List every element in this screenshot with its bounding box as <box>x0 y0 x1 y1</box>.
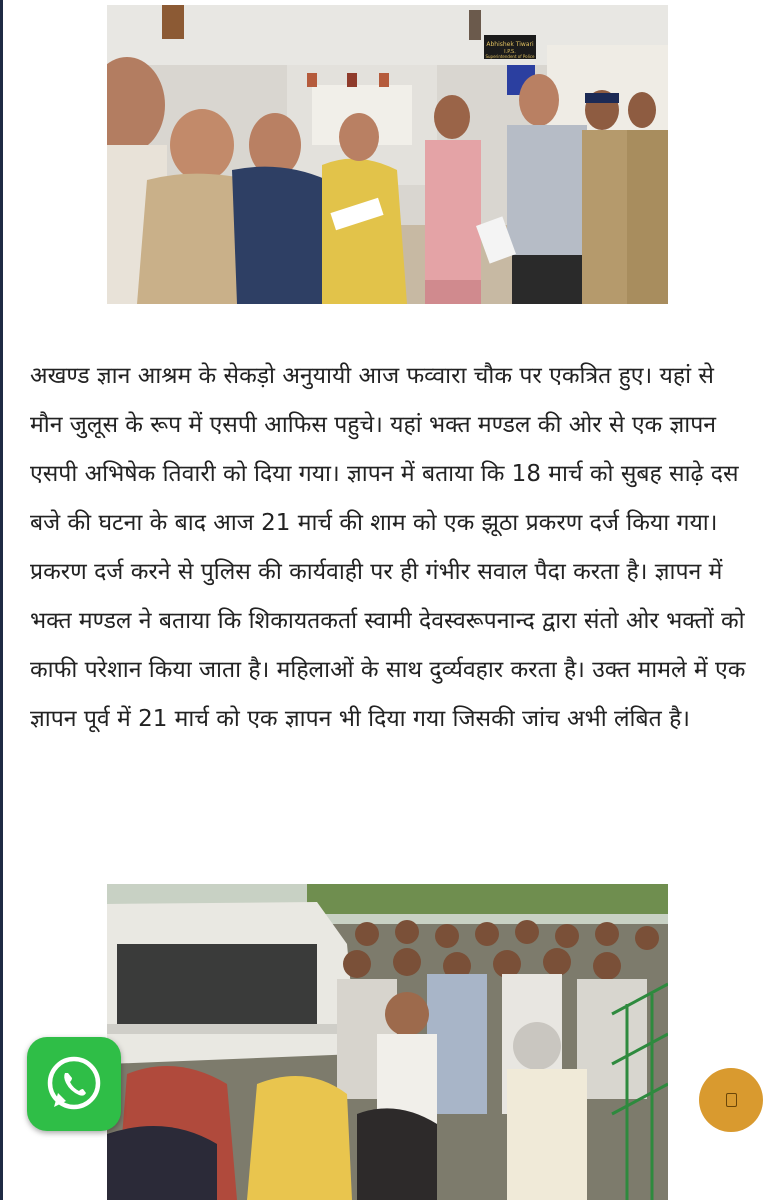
sign-role: Superintendent of Police <box>485 54 535 59</box>
whatsapp-button[interactable] <box>27 1037 121 1131</box>
left-border <box>0 0 3 1200</box>
sign-name: Abhishek Tiwari <box>486 41 534 48</box>
scroll-top-icon <box>726 1093 737 1107</box>
scroll-top-button[interactable] <box>699 1068 763 1132</box>
article-photo-bottom <box>107 884 668 1200</box>
photo-top-illustration <box>107 5 668 304</box>
whatsapp-icon <box>39 1049 109 1119</box>
sign-title: I.P.S. <box>504 49 516 55</box>
article-paragraph: अखण्ड ज्ञान आश्रम के सेकड़ो अनुयायी आज फव्वारा चौक पर एकत्रित हुए। यहां से मौन जुलूस के रूप में एसपी आफिस पहुचे। यहां भक्त मण्डल की ओर से एक ज्ञापन एसपी अभिषेक तिवारी को दिया गया। ज्ञापन में बताया कि 18 मार्च को सुबह साढ़े दस बजे की घटना के बाद आज 21 मार्च की शाम को एक झूठा प्रकरण दर्ज किया गया। प्रकरण दर्ज करने से पुलिस की कार्यवाही पर ही गंभीर सवाल पैदा करता है। ज्ञापन में भक्त मण्डल ने बताया कि शिकायतकर्ता स्वामी देवस्वरूपनान्द द्वारा संतो ओर भक्तों को काफी परेशान किया जाता है। महिलाओं के साथ दुर्व्यवहार करता है। उक्त मामले में एक ज्ञापन पूर्व में 21 मार्च को एक ज्ञापन भी दिया गया जिसकी जांच अभी लंबित है। <box>30 363 746 732</box>
article-body <box>30 352 750 744</box>
article-photo-top <box>107 5 668 304</box>
photo-bottom-illustration <box>107 884 668 1200</box>
